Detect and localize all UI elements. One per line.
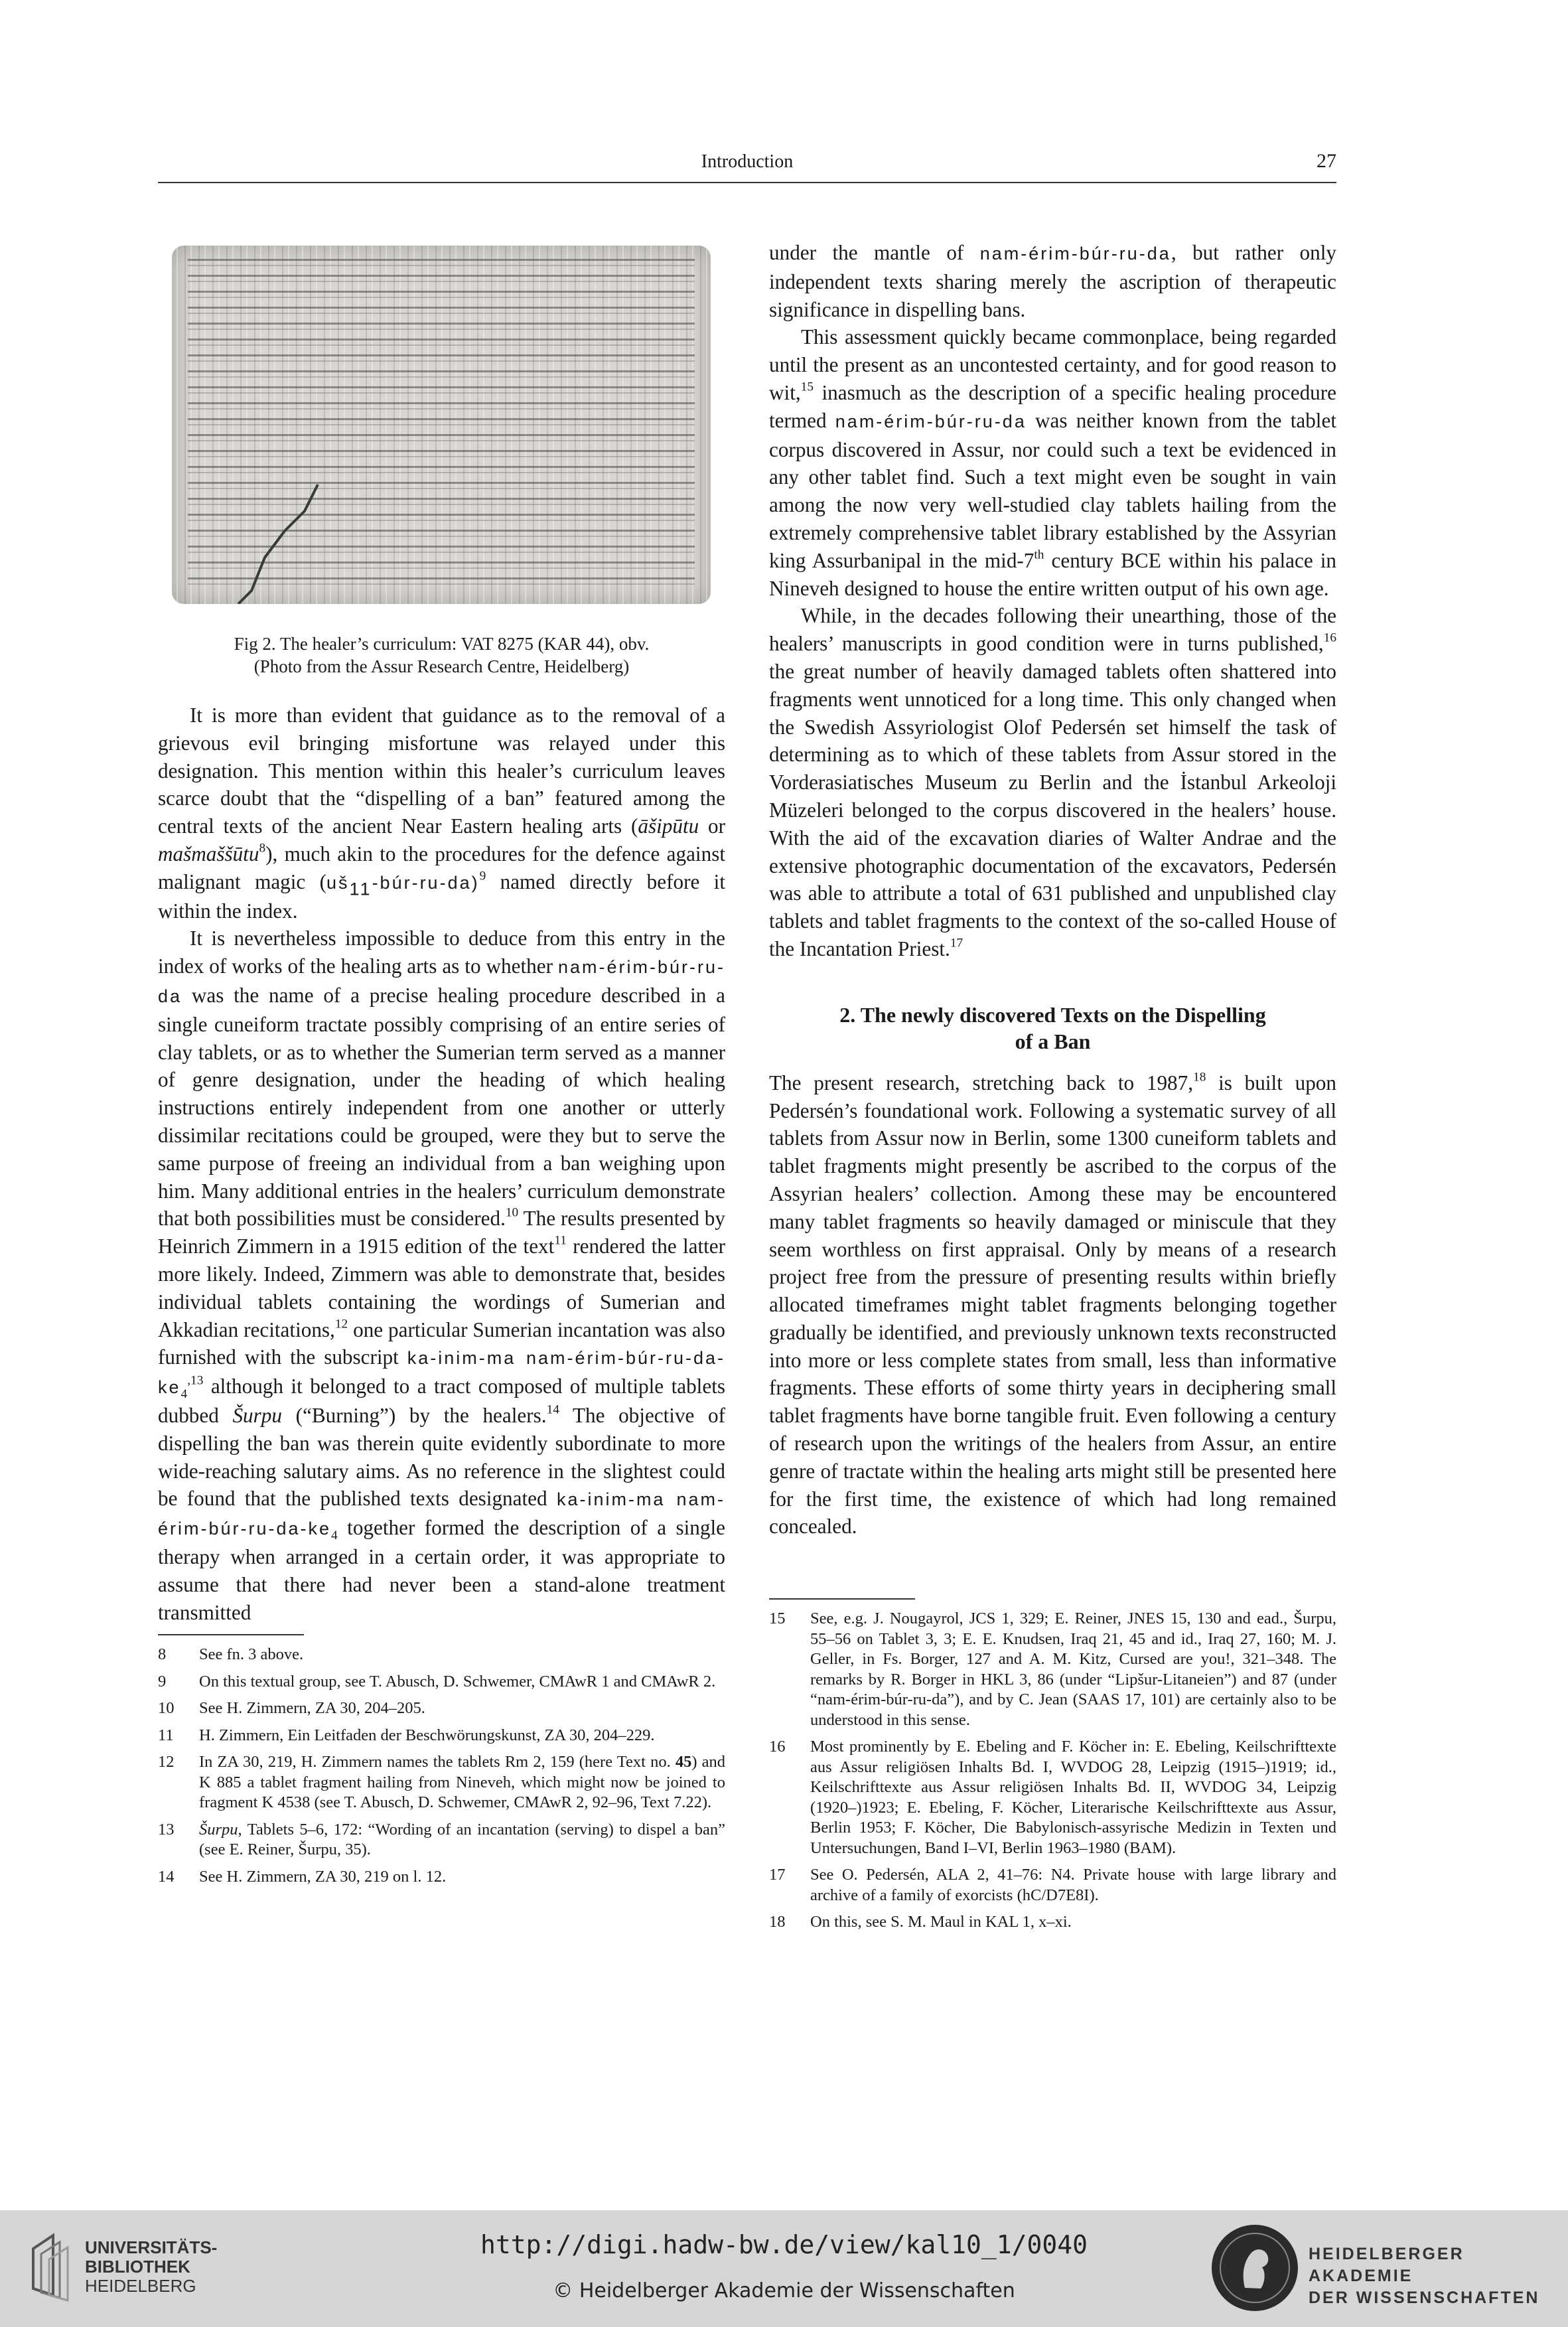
- academy-name: HEIDELBERGER AKADEMIE DER WISSENSCHAFTEN: [1309, 2245, 1540, 2307]
- right-footnotes: [769, 1598, 1336, 1939]
- academy-seal-icon: [1212, 2225, 1298, 2311]
- footnote-13: 13 Šurpu, Tablets 5–6, 172: “Wording of an incantation (serving) to dispel a ban” (see E. Reiner, Šurpu, 35).: [158, 1820, 725, 1858]
- tablet-photo: [172, 246, 711, 604]
- right-paragraph-1: under the mantle of nam-érim-búr-ru-da, but rather only independent texts sharing merely the ascription of therapeutic significance in dispelling bans.: [769, 241, 1336, 321]
- figure-caption-line2: (Photo from the Assur Research Centre, Heidelberg): [253, 656, 630, 676]
- footnote-8: 8 See fn. 3 above.: [158, 1645, 304, 1663]
- running-header-title: Introduction: [701, 151, 794, 172]
- tablet-crack: [172, 246, 711, 604]
- left-paragraph-2: It is nevertheless impossible to deduce from this entry in the index of works of the healing arts as to whether nam-érim-búr-ru-da was the name of a precise healing procedure described in a single cuneiform tractate possibly comprising of an entire series of clay tablets, or as to whether the Sumerian term served as a manner of genre designation, under the heading of which healing instructions entirely independent from one another or utterly dissimilar recitations could be grouped, were they but to serve the same purpose of freeing an individual from a ban weighing upon him. Many additional entries in the healers’ curriculum demonstrate that both possibilities must be considered.$^{10}$ The results presented by Heinrich Zimmern in a 1915 edition of the text$^{11}$ rendered the latter more likely. Indeed, Zimmern was able to demonstrate that, besides individual tablets containing the wordings of Sumerian and Akkadian recitations,$^{12}$ one particular Sumerian incantation was also furnished with the subscript ka-inim-ma nam-$érim-búr-ru-da-ke_4^{,13}$ although it belonged to a tract composed of multiple tablets dubbed Šurpu (“Burning”) by the healers.$^{14}$ The objective of dispelling the ban was therein quite evidently subordinate to more wide-reaching salutary aims. As no reference in the slightest could be found that the published texts designated ka-inim-ma nam-$érim-búr-ru-da-ke_4$ together formed the description of a single therapy when arranged in a certain order, it was appropriate to assume that there had never been a stand-alone treatment transmitted: [158, 927, 726, 1624]
- footer-url-link[interactable]: http://digi.hadw-bw.de/view/kal10_1/0040: [480, 2230, 1088, 2259]
- figure-caption: [158, 633, 725, 678]
- left-footnotes: [158, 1634, 725, 1894]
- right-paragraph-2: This assessment quickly became commonplace, being regarded until the present as an uncontested certainty, and for good reason to wit,$^{15}$ inasmuch as the description of a specific healing procedure termed nam-érim-búr-ru-da was neither known from the tablet corpus discovered in Assur, nor could such a text be evidenced in any other tablet find. Such a text might even be sought in vain among the now very well-studied clay tablets hailing from the extremely comprehensive tablet library established by the Assyrian king Assurbanipal in the mid-7th century BCE within his palace in Nineveh designed to house the entire written output of his own age.: [769, 325, 1336, 600]
- footnote-10: 10 See H. Zimmern, ZA 30, 204–205.: [158, 1699, 425, 1717]
- footnote-12: 12 In ZA 30, 219, H. Zimmern names the tablets Rm 2, 159 (here Text no. 45) and K 885 a tablet fragment hailing from Nineveh, which might now be joined to fragment K 4538 (see T. Abusch, D. Schwemer, CMAwR 2, 92–96, Text 7.22).: [158, 1753, 725, 1811]
- left-paragraph-1: It is more than evident that guidance as to the removal of a grievous evil bringing misfortune was relayed under this designation. This mention within this healer’s curriculum leaves scarce doubt that the “dispelling of a ban” featured among the central texts of the ancient Near Eastern healing arts (āšipūtu or mašmaššūtu$^8$), much akin to the procedures for the defence against malignant magic $(uš_{11}-búr-ru-da)^9$ named directly before it within the index.: [158, 704, 725, 923]
- footer-bar: [0, 2210, 1568, 2327]
- right-paragraph-3: While, in the decades following their unearthing, those of the healers’ manuscripts in good condition were in turns published,$^{16}$ the great number of heavily damaged tablets often shattered into fragments went unnoticed for a long time. This only changed when the Swedish Assyriologist Olof Pedersén set himself the task of determining as to which of these tablets from Assur stored in the Vorderasiatisches Museum zu Berlin and the İstanbul Arkeoloji Müzeleri belonged to the corpus discovered in the healers’ house. With the aid of the excavation diaries of Walter Andrae and the extensive photographic documentation of the excavators, Pedersén was able to attribute a total of 631 published and unpublished clay tablets and tablet fragments to the context of the so-called House of the Incantation Priest.$^{17}$: [769, 604, 1336, 960]
- figure-caption-line1: Fig 2. The healer’s curriculum: VAT 8275 (KAR 44), obv.: [234, 634, 650, 654]
- footnote-9: 9 On this textual group, see T. Abusch, D. Schwemer, CMAwR 1 and CMAwR 2.: [158, 1672, 716, 1690]
- running-header: [158, 147, 1336, 183]
- footnote-18: 18 On this, see S. M. Maul in KAL 1, x–xi.: [769, 1913, 1072, 1931]
- left-column: [158, 702, 725, 1626]
- footnote-11: 11 H. Zimmern, Ein Leitfaden der Beschwörungskunst, ZA 30, 204–229.: [158, 1726, 655, 1744]
- footnote-14: 14 See H. Zimmern, ZA 30, 219 on l. 12.: [158, 1867, 447, 1886]
- right-paragraph-4: The present research, stretching back to 1987,18 is built upon Pedersén’s foundational work. Following a systematic survey of all tablets from Assur now in Berlin, some 1300 cuneiform tablets and tablet fragments might presently be ascribed to the corpus of the Assyrian healers’ collection. Among these may be encountered many tablet fragments so heavily damaged or miniscule that they seem worthless on first appraisal. Only by means of a research project free from the pressure of presenting results within briefly allocated timeframes might tablet fragments belonging together gradually be identified, and previously unknown texts reconstructed into more or less complete states from small, less than informative fragments. These efforts of some thirty years in deciphering small tablet fragments have borne tangible fruit. Even following a century of research upon the writings of the healers from Assur, an entire genre of tractate within the healing arts might still be presented here for the first time, the existence of which had long remained concealed.: [769, 1070, 1336, 1539]
- right-column: [769, 239, 1336, 1540]
- footer-copyright: © Heidelberger Akademie der Wissenschaften: [553, 2279, 1015, 2302]
- footnote-17: 17 See O. Pedersén, ALA 2, 41–76: N4. Private house with large library and archive of a family of exorcists (hC/D7E8I).: [769, 1866, 1336, 1904]
- page-number: 27: [1317, 150, 1336, 172]
- section-heading: 2. The newly discovered Texts on the Dispelling of a Ban: [839, 1002, 1266, 1053]
- university-library-name: UNIVERSITÄTS- BIBLIOTHEK HEIDELBERG: [85, 2237, 218, 2296]
- footnote-15: 15 See, e.g. J. Nougayrol, JCS 1, 329; E. Reiner, JNES 15, 130 and ead., Šurpu, 55–56 on Tablet 3, 3; E. E. Knudsen, Iraq 21, 45 and id., Iraq 27, 160; M. J. Geller, in Fs. Borger, 127 and A. M. Kitz, Cursed are you!, 321–348. The remarks by R. Borger in HKL 3, 86 (under “Lipšur-Litaneien”) and 87 (under “nam-érim-búr-ru-da”), and by C. Jean (SAAS 17, 101) are certainly also to be understood in this sense.: [769, 1610, 1336, 1729]
- footnote-16: 16 Most prominently by E. Ebeling and F. Köcher in: E. Ebeling, Keilschrifttexte aus Assur religiösen Inhalts Bd. I, WVDOG 28, Leipzig (1915–)1919; id., Keilschrifttexte aus Assur religiösen Inhalts Bd. II, WVDOG 34, Leipzig (1920–)1923; E. Ebeling, F. Köcher, Literarische Keilschrifttexte aus Assur, Berlin 1953; F. Köcher, Die Babylonisch-assyrische Medizin in Texten und Untersuchungen, Band I–VI, Berlin 1963–1980 (BAM).: [769, 1738, 1336, 1857]
